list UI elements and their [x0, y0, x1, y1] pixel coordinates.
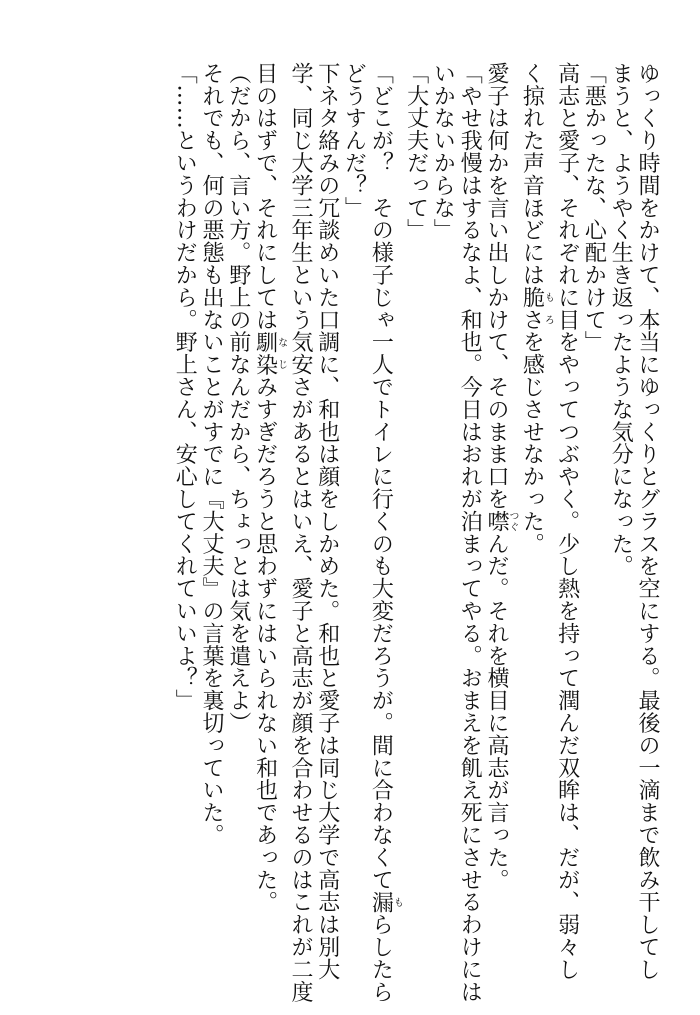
ruby-word	[252, 330, 287, 376]
text-line	[482, 62, 517, 992]
ruby-base: 脆さ	[519, 286, 545, 331]
ruby-reading: なじ	[275, 330, 287, 376]
text-line: まうと、ようやく生き返ったような気分になった。	[608, 62, 634, 578]
text-segment: 愛子は何かを言い出しかけて、そのまま口を	[484, 62, 510, 510]
text-line: 学、同じ大学三年生という気安さがあるとはいえ、愛子と高志が顔を合わせるのはこれが二度	[287, 62, 313, 1003]
text-line: ゆっくり時間をかけて、本当にゆっくりとグラスを空にする。最後の一滴まで飲み干してし	[635, 62, 660, 981]
text-segment: を感じさせなかった。	[519, 330, 545, 555]
dialogue-line: いかないからな」	[430, 62, 456, 242]
text-segment: 目のはずで、それにしては	[252, 62, 278, 331]
ruby-word	[368, 890, 403, 914]
dialogue-line	[367, 62, 403, 1003]
dialogue-line: どうすんだ？」	[341, 62, 367, 219]
ruby-base: 漏	[368, 890, 394, 914]
text-line	[251, 62, 286, 992]
text-segment: らしたら	[368, 913, 394, 1003]
ruby-base: 馴染	[252, 330, 278, 376]
thought-line: （だから、言い方。野上の前なんだから、ちょっとは気を遣えよ）	[225, 62, 251, 734]
vertical-text-body	[170, 62, 660, 1003]
text-segment: んだ。それを横目に高志が言った。	[484, 532, 510, 891]
dialogue-line: 「大丈夫だって」	[403, 62, 429, 242]
ruby-reading: つぐ	[507, 510, 519, 533]
dialogue-line: 「悪かったな、心配かけて」	[581, 62, 607, 354]
ruby-word	[519, 286, 554, 331]
text-line: 下ネタ絡みの冗談めいた口調に、和也は顔をしかめた。和也と愛子は同じ大学で高志は別大	[314, 62, 340, 981]
ruby-base: 噤	[484, 510, 510, 533]
text-segment: く掠れた声音ほどには	[519, 62, 545, 286]
ruby-reading: もろ	[542, 286, 554, 331]
text-line: 高志と愛子、それぞれに目をやってつぶやく。少し熱を持って潤んだ双眸は、だが、弱々し	[554, 62, 580, 981]
text-segment: 「どこが？ その様子じゃ一人でトイレに行くのも大変だろうが。間に合わなくて	[368, 62, 394, 891]
text-line: それでも、何の悪態も出ないことがすでに『大丈夫』の言葉を裏切っていた。	[199, 62, 225, 846]
ruby-word	[484, 510, 519, 533]
text-line	[518, 62, 553, 992]
dialogue-line: 「……というわけだから。野上さん、安心してくれていいよ？」	[172, 62, 198, 712]
ruby-reading: も	[391, 890, 403, 914]
dialogue-line: 「やせ我慢はするなよ、和也。今日はおれが泊まってやる。おまえを飢え死にさせるわけには	[457, 62, 483, 1003]
text-segment: みすぎだろうと思わずにはいられない和也であった。	[252, 375, 278, 914]
